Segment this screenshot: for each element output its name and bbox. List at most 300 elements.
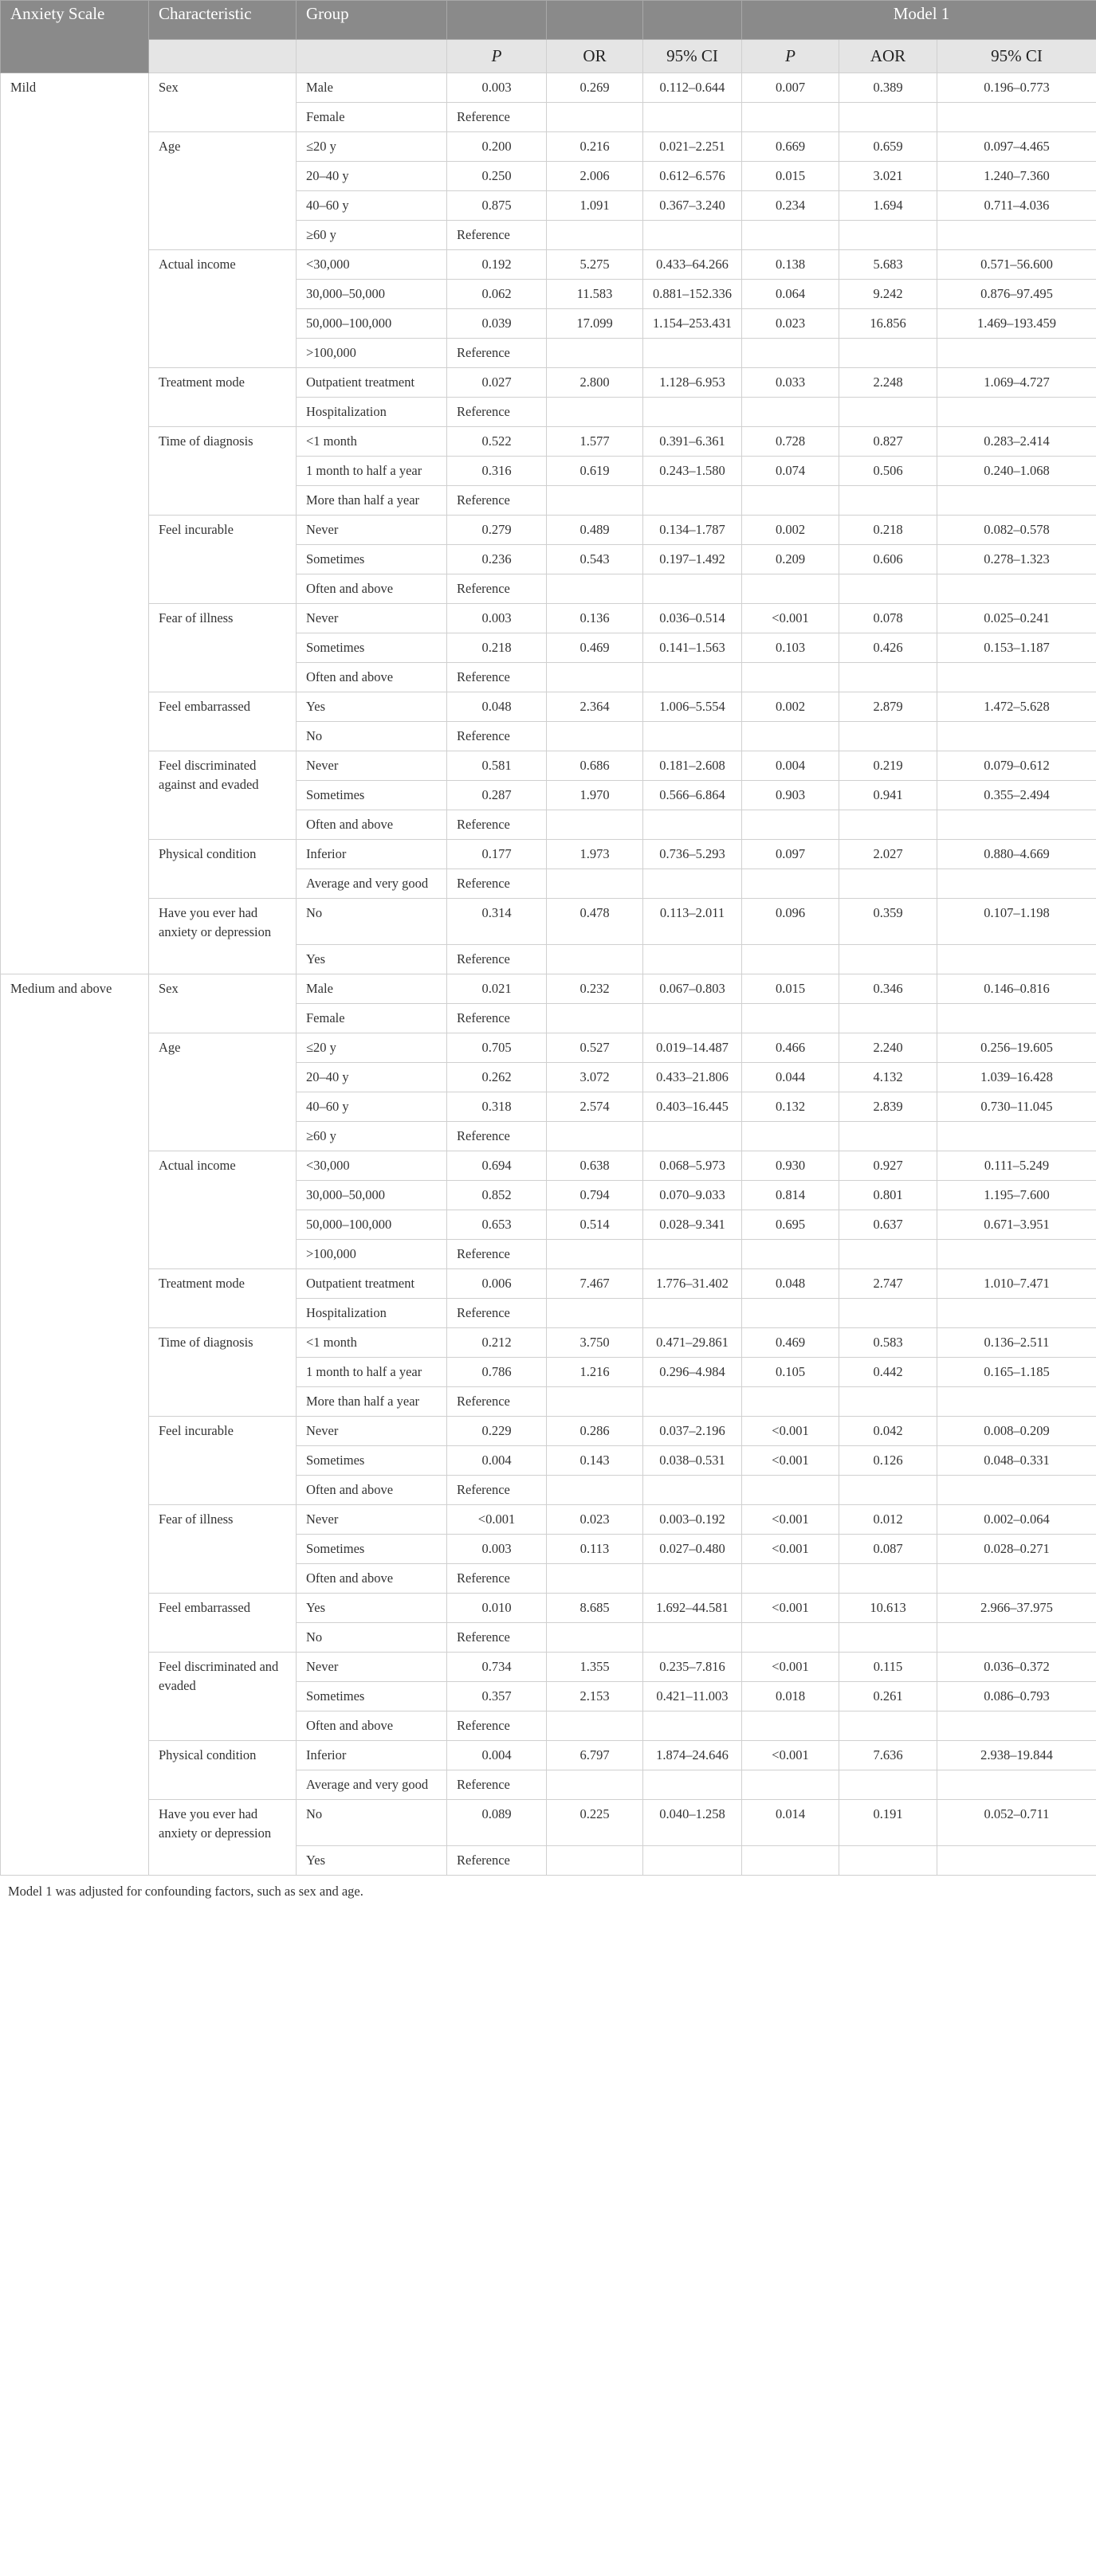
reference-cell: Reference: [447, 722, 547, 751]
aor-cell: 0.087: [839, 1535, 937, 1564]
ci-cell: [643, 1476, 742, 1505]
p-model1-cell: 0.015: [742, 974, 839, 1004]
group-cell: 50,000–100,000: [297, 1210, 447, 1240]
p-model1-cell: 0.015: [742, 162, 839, 191]
reference-cell: Reference: [447, 1240, 547, 1269]
group-cell: Outpatient treatment: [297, 368, 447, 398]
ci-model1-cell: [937, 103, 1096, 132]
p-cell: 0.212: [447, 1328, 547, 1358]
aor-cell: [839, 1711, 937, 1741]
ci-cell: 0.433–21.806: [643, 1063, 742, 1092]
characteristic-cell: Have you ever had anxiety or depression: [149, 899, 297, 974]
p-model1-cell: [742, 1564, 839, 1594]
header-blank-3: [643, 1, 742, 40]
group-cell: Sometimes: [297, 545, 447, 574]
reference-cell: Reference: [447, 339, 547, 368]
or-cell: 0.143: [547, 1446, 643, 1476]
ci-cell: 0.736–5.293: [643, 840, 742, 869]
ci-cell: [643, 1711, 742, 1741]
p-model1-cell: 0.097: [742, 840, 839, 869]
p-model1-cell: [742, 574, 839, 604]
p-cell: 0.048: [447, 692, 547, 722]
group-cell: Often and above: [297, 1711, 447, 1741]
aor-cell: 0.219: [839, 751, 937, 781]
aor-cell: [839, 339, 937, 368]
p-cell: 0.875: [447, 191, 547, 221]
reference-cell: Reference: [447, 1387, 547, 1417]
group-cell: Often and above: [297, 663, 447, 692]
ci-cell: 1.692–44.581: [643, 1594, 742, 1623]
p-model1-cell: 0.132: [742, 1092, 839, 1122]
group-cell: Average and very good: [297, 869, 447, 899]
ci-cell: 1.154–253.431: [643, 309, 742, 339]
or-cell: 1.973: [547, 840, 643, 869]
ci-model1-cell: 0.097–4.465: [937, 132, 1096, 162]
ci-cell: 0.019–14.487: [643, 1033, 742, 1063]
p-cell: 0.279: [447, 516, 547, 545]
group-cell: Yes: [297, 945, 447, 974]
aor-cell: [839, 1387, 937, 1417]
table-row: [1, 73, 1096, 103]
ci-model1-cell: [937, 722, 1096, 751]
or-cell: 3.072: [547, 1063, 643, 1092]
group-cell: 1 month to half a year: [297, 457, 447, 486]
ci-model1-cell: 1.039–16.428: [937, 1063, 1096, 1092]
aor-cell: 0.606: [839, 545, 937, 574]
aor-cell: [839, 810, 937, 840]
or-cell: 2.574: [547, 1092, 643, 1122]
characteristic-cell: Treatment mode: [149, 1269, 297, 1328]
or-cell: [547, 486, 643, 516]
ci-cell: 0.068–5.973: [643, 1151, 742, 1181]
table-row: [1, 132, 1096, 162]
header-group: Group: [297, 1, 447, 40]
ci-cell: [643, 398, 742, 427]
reference-cell: Reference: [447, 1004, 547, 1033]
aor-cell: [839, 663, 937, 692]
ci-cell: 0.112–0.644: [643, 73, 742, 103]
aor-cell: 0.659: [839, 132, 937, 162]
aor-cell: [839, 1564, 937, 1594]
aor-cell: [839, 1004, 937, 1033]
group-cell: 50,000–100,000: [297, 309, 447, 339]
header-p-model1: P: [742, 40, 839, 73]
characteristic-cell: Physical condition: [149, 840, 297, 899]
aor-cell: 7.636: [839, 1741, 937, 1770]
group-cell: 40–60 y: [297, 1092, 447, 1122]
ci-cell: 0.197–1.492: [643, 545, 742, 574]
p-model1-cell: [742, 339, 839, 368]
p-model1-cell: <0.001: [742, 1417, 839, 1446]
aor-cell: 10.613: [839, 1594, 937, 1623]
table-row: [1, 840, 1096, 869]
group-cell: 20–40 y: [297, 1063, 447, 1092]
characteristic-cell: Feel incurable: [149, 516, 297, 604]
table-row: [1, 1151, 1096, 1181]
ci-cell: [643, 1387, 742, 1417]
characteristic-cell: Treatment mode: [149, 368, 297, 427]
group-cell: Sometimes: [297, 1535, 447, 1564]
table-row: [1, 751, 1096, 781]
ci-cell: 1.006–5.554: [643, 692, 742, 722]
reference-cell: Reference: [447, 810, 547, 840]
p-model1-cell: 0.064: [742, 280, 839, 309]
ci-model1-cell: 1.469–193.459: [937, 309, 1096, 339]
or-cell: 0.478: [547, 899, 643, 945]
or-cell: 1.355: [547, 1653, 643, 1682]
header-blank-1: [447, 1, 547, 40]
ci-model1-cell: 2.966–37.975: [937, 1594, 1096, 1623]
group-cell: Hospitalization: [297, 1299, 447, 1328]
ci-model1-cell: 0.278–1.323: [937, 545, 1096, 574]
ci-cell: 0.471–29.861: [643, 1328, 742, 1358]
aor-cell: [839, 1846, 937, 1876]
p-cell: 0.003: [447, 73, 547, 103]
ci-model1-cell: 0.048–0.331: [937, 1446, 1096, 1476]
p-cell: 0.039: [447, 309, 547, 339]
ci-model1-cell: [937, 574, 1096, 604]
ci-model1-cell: 0.283–2.414: [937, 427, 1096, 457]
group-cell: Never: [297, 1653, 447, 1682]
or-cell: [547, 1711, 643, 1741]
table-row: [1, 250, 1096, 280]
aor-cell: [839, 1240, 937, 1269]
or-cell: 2.364: [547, 692, 643, 722]
group-cell: Never: [297, 1417, 447, 1446]
reference-cell: Reference: [447, 1564, 547, 1594]
p-model1-cell: [742, 1387, 839, 1417]
ci-cell: 0.403–16.445: [643, 1092, 742, 1122]
p-model1-cell: [742, 1846, 839, 1876]
ci-cell: 0.367–3.240: [643, 191, 742, 221]
p-model1-cell: <0.001: [742, 1594, 839, 1623]
or-cell: 5.275: [547, 250, 643, 280]
aor-cell: [839, 1122, 937, 1151]
or-cell: 1.216: [547, 1358, 643, 1387]
group-cell: <30,000: [297, 250, 447, 280]
table-row: [1, 1033, 1096, 1063]
p-model1-cell: [742, 1240, 839, 1269]
p-model1-cell: 0.138: [742, 250, 839, 280]
aor-cell: 0.261: [839, 1682, 937, 1711]
ci-model1-cell: [937, 1770, 1096, 1800]
or-cell: 7.467: [547, 1269, 643, 1299]
reference-cell: Reference: [447, 221, 547, 250]
ci-cell: [643, 486, 742, 516]
group-cell: Sometimes: [297, 781, 447, 810]
p-model1-cell: <0.001: [742, 1741, 839, 1770]
or-cell: 2.800: [547, 368, 643, 398]
aor-cell: [839, 1299, 937, 1328]
group-cell: >100,000: [297, 1240, 447, 1269]
ci-cell: [643, 1770, 742, 1800]
p-model1-cell: [742, 663, 839, 692]
or-cell: [547, 103, 643, 132]
aor-cell: 2.240: [839, 1033, 937, 1063]
p-model1-cell: <0.001: [742, 1653, 839, 1682]
p-model1-cell: 0.023: [742, 309, 839, 339]
reference-cell: Reference: [447, 1711, 547, 1741]
aor-cell: 0.218: [839, 516, 937, 545]
group-cell: ≤20 y: [297, 1033, 447, 1063]
p-model1-cell: [742, 221, 839, 250]
aor-cell: 5.683: [839, 250, 937, 280]
aor-cell: 0.042: [839, 1417, 937, 1446]
ci-model1-cell: 0.730–11.045: [937, 1092, 1096, 1122]
ci-model1-cell: 0.111–5.249: [937, 1151, 1096, 1181]
group-cell: Female: [297, 1004, 447, 1033]
p-model1-cell: [742, 1711, 839, 1741]
ci-model1-cell: 0.082–0.578: [937, 516, 1096, 545]
reference-cell: Reference: [447, 1846, 547, 1876]
reference-cell: Reference: [447, 1476, 547, 1505]
ci-model1-cell: 2.938–19.844: [937, 1741, 1096, 1770]
characteristic-cell: Actual income: [149, 250, 297, 368]
table-row: [1, 1800, 1096, 1846]
characteristic-cell: Time of diagnosis: [149, 1328, 297, 1417]
header-ci: 95% CI: [643, 40, 742, 73]
p-cell: 0.021: [447, 974, 547, 1004]
aor-cell: [839, 486, 937, 516]
group-cell: ≥60 y: [297, 1122, 447, 1151]
p-model1-cell: 0.695: [742, 1210, 839, 1240]
ci-cell: [643, 574, 742, 604]
or-cell: [547, 945, 643, 974]
ci-model1-cell: 0.025–0.241: [937, 604, 1096, 633]
p-model1-cell: [742, 1299, 839, 1328]
p-cell: 0.522: [447, 427, 547, 457]
characteristic-cell: Physical condition: [149, 1741, 297, 1800]
group-cell: 30,000–50,000: [297, 280, 447, 309]
or-cell: 0.514: [547, 1210, 643, 1240]
p-model1-cell: [742, 398, 839, 427]
group-cell: Female: [297, 103, 447, 132]
group-cell: Never: [297, 604, 447, 633]
or-cell: 1.577: [547, 427, 643, 457]
ci-cell: [643, 1623, 742, 1653]
ci-cell: 0.612–6.576: [643, 162, 742, 191]
p-model1-cell: [742, 1770, 839, 1800]
aor-cell: 0.637: [839, 1210, 937, 1240]
or-cell: 0.225: [547, 1800, 643, 1846]
p-cell: 0.852: [447, 1181, 547, 1210]
p-model1-cell: 0.044: [742, 1063, 839, 1092]
ci-model1-cell: 0.107–1.198: [937, 899, 1096, 945]
reference-cell: Reference: [447, 574, 547, 604]
ci-model1-cell: 1.240–7.360: [937, 162, 1096, 191]
p-cell: 0.316: [447, 457, 547, 486]
group-cell: Yes: [297, 1594, 447, 1623]
ci-model1-cell: [937, 1564, 1096, 1594]
group-cell: More than half a year: [297, 486, 447, 516]
p-model1-cell: <0.001: [742, 1446, 839, 1476]
table-row: [1, 427, 1096, 457]
table-row: [1, 1653, 1096, 1682]
or-cell: 0.794: [547, 1181, 643, 1210]
or-cell: 3.750: [547, 1328, 643, 1358]
ci-model1-cell: 0.196–0.773: [937, 73, 1096, 103]
p-model1-cell: 0.048: [742, 1269, 839, 1299]
reference-cell: Reference: [447, 1299, 547, 1328]
p-cell: 0.250: [447, 162, 547, 191]
ci-model1-cell: 0.165–1.185: [937, 1358, 1096, 1387]
characteristic-cell: Sex: [149, 73, 297, 132]
p-cell: 0.786: [447, 1358, 547, 1387]
aor-cell: 2.879: [839, 692, 937, 722]
aor-cell: 1.694: [839, 191, 937, 221]
ci-model1-cell: [937, 1476, 1096, 1505]
ci-model1-cell: 0.146–0.816: [937, 974, 1096, 1004]
p-model1-cell: 0.018: [742, 1682, 839, 1711]
or-cell: 0.023: [547, 1505, 643, 1535]
characteristic-cell: Feel discriminated against and evaded: [149, 751, 297, 840]
ci-cell: 0.113–2.011: [643, 899, 742, 945]
or-cell: 0.136: [547, 604, 643, 633]
or-cell: [547, 1564, 643, 1594]
header-characteristic: Characteristic: [149, 1, 297, 40]
ci-model1-cell: [937, 221, 1096, 250]
ci-model1-cell: 0.671–3.951: [937, 1210, 1096, 1240]
aor-cell: 0.442: [839, 1358, 937, 1387]
group-cell: Sometimes: [297, 1682, 447, 1711]
or-cell: [547, 1623, 643, 1653]
ci-model1-cell: 0.028–0.271: [937, 1535, 1096, 1564]
p-model1-cell: [742, 103, 839, 132]
ci-model1-cell: [937, 810, 1096, 840]
aor-cell: 0.346: [839, 974, 937, 1004]
p-model1-cell: 0.002: [742, 692, 839, 722]
p-cell: 0.314: [447, 899, 547, 945]
group-cell: <1 month: [297, 427, 447, 457]
aor-cell: 9.242: [839, 280, 937, 309]
ci-cell: [643, 221, 742, 250]
aor-cell: 0.426: [839, 633, 937, 663]
ci-cell: [643, 1564, 742, 1594]
group-cell: 20–40 y: [297, 162, 447, 191]
header-p: P: [447, 40, 547, 73]
characteristic-cell: Fear of illness: [149, 604, 297, 692]
aor-cell: [839, 722, 937, 751]
characteristic-cell: Have you ever had anxiety or depression: [149, 1800, 297, 1876]
ci-model1-cell: [937, 869, 1096, 899]
group-cell: Never: [297, 516, 447, 545]
table-footnote: Model 1 was adjusted for confounding factors, such as sex and age.: [8, 1884, 363, 1899]
or-cell: [547, 339, 643, 368]
p-model1-cell: <0.001: [742, 1505, 839, 1535]
group-cell: Often and above: [297, 810, 447, 840]
p-model1-cell: 0.466: [742, 1033, 839, 1063]
table-row: [1, 974, 1096, 1004]
p-cell: 0.705: [447, 1033, 547, 1063]
ci-model1-cell: 0.571–56.600: [937, 250, 1096, 280]
ci-model1-cell: 0.153–1.187: [937, 633, 1096, 663]
p-model1-cell: 0.728: [742, 427, 839, 457]
characteristic-cell: Feel discriminated and evaded: [149, 1653, 297, 1741]
ci-cell: [643, 103, 742, 132]
p-cell: 0.003: [447, 1535, 547, 1564]
p-cell: 0.062: [447, 280, 547, 309]
aor-cell: [839, 869, 937, 899]
group-cell: Often and above: [297, 1476, 447, 1505]
aor-cell: 0.941: [839, 781, 937, 810]
ci-cell: 0.040–1.258: [643, 1800, 742, 1846]
table-row: [1, 516, 1096, 545]
p-cell: 0.006: [447, 1269, 547, 1299]
ci-cell: 0.881–152.336: [643, 280, 742, 309]
group-cell: <1 month: [297, 1328, 447, 1358]
characteristic-cell: Fear of illness: [149, 1505, 297, 1594]
aor-cell: 0.126: [839, 1446, 937, 1476]
ci-model1-cell: 0.880–4.669: [937, 840, 1096, 869]
characteristic-cell: Sex: [149, 974, 297, 1033]
aor-cell: 0.801: [839, 1181, 937, 1210]
p-cell: 0.004: [447, 1741, 547, 1770]
or-cell: 0.489: [547, 516, 643, 545]
p-model1-cell: 0.002: [742, 516, 839, 545]
group-cell: Hospitalization: [297, 398, 447, 427]
ci-model1-cell: 0.256–19.605: [937, 1033, 1096, 1063]
characteristic-cell: Feel embarrassed: [149, 1594, 297, 1653]
ci-model1-cell: [937, 663, 1096, 692]
p-model1-cell: 0.105: [742, 1358, 839, 1387]
header-blank-2: [547, 1, 643, 40]
ci-cell: 0.134–1.787: [643, 516, 742, 545]
or-cell: [547, 574, 643, 604]
table-row: [1, 368, 1096, 398]
or-cell: 0.619: [547, 457, 643, 486]
ci-model1-cell: 0.008–0.209: [937, 1417, 1096, 1446]
ci-cell: 0.070–9.033: [643, 1181, 742, 1210]
or-cell: [547, 1387, 643, 1417]
p-model1-cell: [742, 810, 839, 840]
or-cell: [547, 869, 643, 899]
ci-cell: 0.036–0.514: [643, 604, 742, 633]
header-ci-model1: 95% CI: [937, 40, 1096, 73]
aor-cell: [839, 945, 937, 974]
group-cell: Inferior: [297, 1741, 447, 1770]
ci-model1-cell: 0.876–97.495: [937, 280, 1096, 309]
aor-cell: 0.359: [839, 899, 937, 945]
characteristic-cell: Actual income: [149, 1151, 297, 1269]
or-cell: [547, 1122, 643, 1151]
or-cell: [547, 1240, 643, 1269]
table-row: [1, 1269, 1096, 1299]
ci-cell: 0.433–64.266: [643, 250, 742, 280]
table-row: [1, 1328, 1096, 1358]
p-cell: 0.694: [447, 1151, 547, 1181]
p-model1-cell: [742, 486, 839, 516]
or-cell: 6.797: [547, 1741, 643, 1770]
group-cell: Yes: [297, 692, 447, 722]
group-cell: No: [297, 899, 447, 945]
ci-cell: [643, 869, 742, 899]
characteristic-cell: Time of diagnosis: [149, 427, 297, 516]
group-cell: Often and above: [297, 574, 447, 604]
ci-cell: 0.038–0.531: [643, 1446, 742, 1476]
aor-cell: [839, 1476, 937, 1505]
group-cell: Average and very good: [297, 1770, 447, 1800]
or-cell: [547, 810, 643, 840]
header-aor: AOR: [839, 40, 937, 73]
p-model1-cell: [742, 1122, 839, 1151]
p-model1-cell: 0.209: [742, 545, 839, 574]
aor-cell: 0.012: [839, 1505, 937, 1535]
aor-cell: 0.115: [839, 1653, 937, 1682]
aor-cell: 4.132: [839, 1063, 937, 1092]
ci-model1-cell: 0.052–0.711: [937, 1800, 1096, 1846]
or-cell: 0.232: [547, 974, 643, 1004]
group-cell: 40–60 y: [297, 191, 447, 221]
